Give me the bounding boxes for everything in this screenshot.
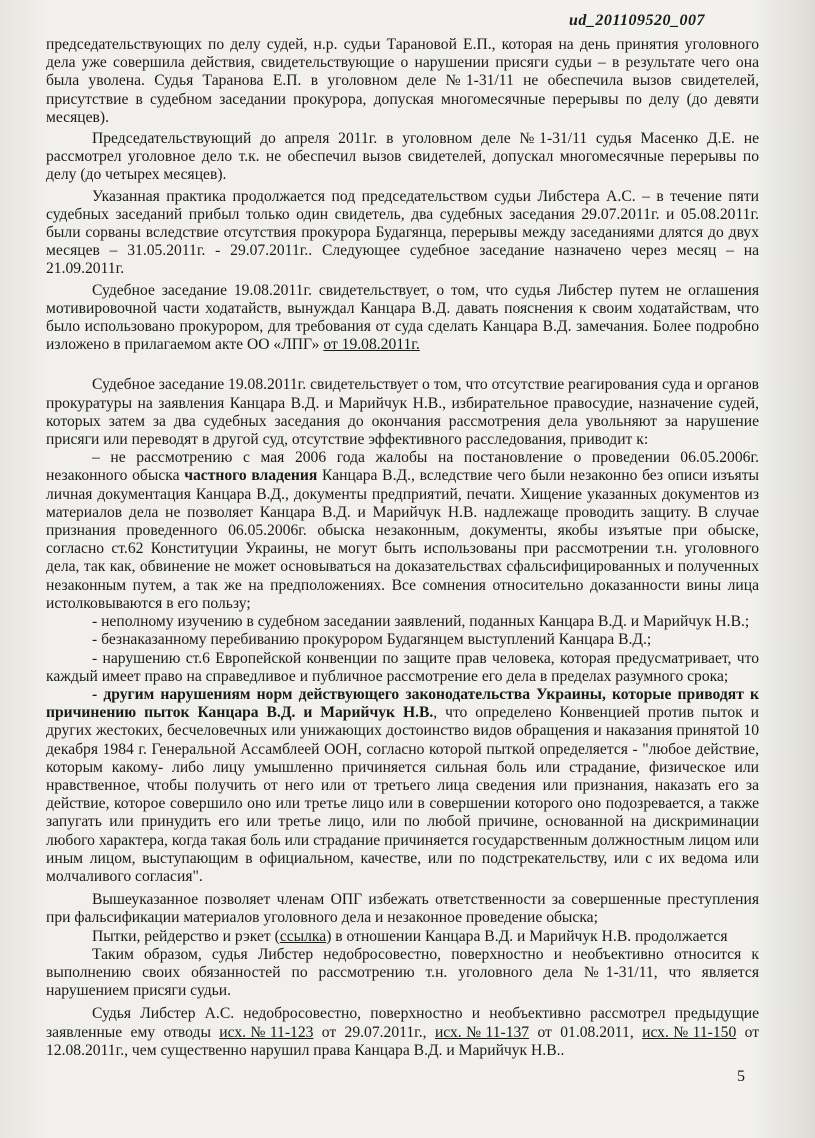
paragraph-10-text-d: от 12.08.2011г., чем существенно нарушил права Канцара В.Д. и Марийчук Н.В.. [46,1023,760,1059]
list-item-4-bold: - другим нарушениям норм действующего законодательства Украины, которые приводят к причинению пыток Канцара В.Д. и Марийчук Н.В. [46,685,759,722]
ref-link-11-123[interactable]: исх.№11-123 [219,1023,314,1041]
ref-link-11-150[interactable]: исх.№11-150 [642,1023,737,1041]
paragraph-5: Судебное заседание 19.08.2011г. свидетельствует о том, что отсутствие реагирования суда и органов прокуратуры на заявления Канцара В.Д. и Марийчук Н.В., избирательное правосудие, назначение судей, которых затем за два судебных заседания до окончания рассмотрения дела увольняют за нарушение присяги или переводят в другой суд, отсутствие эффективного расследования, приводит к: [46,376,759,449]
ref-link-11-137[interactable]: исх.№11-137 [434,1023,530,1041]
paragraph-4-text: Судебное заседание 19.08.2011г. свидетельствует, о том, что судья Либстер путем не оглашения мотивировочной части ходатайств, вынуждал Канцара В.Д. давать пояснения к своим ходатайствам, что было использовано прокурором, для требования от суда сделать Канцара В.Д. замечания. Более подробно изложено в прилагаемом акте ОО «ЛПГ» [46,281,759,354]
paragraph-4 [46,282,759,355]
document-body [46,36,759,1060]
page-number: 5 [737,1068,745,1085]
document-id: ud_201109520_007 [568,12,705,29]
paragraph-7: Вышеуказанное позволяет членам ОПГ избежать ответственности за совершенные преступления при фальсификации материалов уголовного дела и незаконное проведение обыска; [46,891,759,927]
list-item-3: - нарушению ст.6 Европейской конвенции по защите прав человека, которая предусматривает, что каждый имеет право на справедливое и публичное рассмотрение его дела в пределах разумного срока; [46,649,759,685]
paragraph-10-text-a: Судья Либстер А.С. недобросовестно, поверхностно и необъективно рассмотрел предыдущие заявленные ему отводы [46,1005,759,1041]
paragraph-6-text-b: Канцара В.Д., вследствие чего были незаконно без описи изъяты личная документация Канцара В.Д., документы предприятий, печати. Хищение указанных документов из материалов дела не позволяет Канцара В.Д. и Марийчук Н.В. надлежаще проводить защиту. В случае признания проведенного 06.05.2006г. обыска незаконным, документы, якобы изъятые при обыске, согласно ст.62 Конституции Украины, не могут быть использованы при рассмотрении т.н. уголовного дела, так как, обвинение не может основываться на доказательствах сфальсифицированных и полученных незаконным путем, а так же на предположениях. Все сомнения относительно доказанности вины лица истолковываются в его пользу; [46,467,759,612]
list-item-1: - неполному изучению в судебном заседании заявлений, поданных Канцара В.Д. и Марийчук Н.В.; [92,613,750,631]
act-link[interactable]: от 19.08.2011г. [323,336,420,354]
paragraph-6-bold: частного владения [184,467,318,485]
paragraph-3: Указанная практика продолжается под председательством судьи Либстера А.С. – в течение пяти судебных заседаний прибыл только один свидетель, два судебных заседания 29.07.2011г. и 05.08.2011г. были сорваны вследствие отсутствия прокурора Будагянца, перерывы между заседаниями длятся до двух месяцев – 31.05.2011г. - 29.07.2011г.. Следующее судебное заседание назначено через месяц – на 21.09.2011г. [46,187,759,278]
paragraph-8-text-b: ) в отношении Канцара В.Д. и Марийчук Н.В. продолжается [326,927,728,945]
list-item-4 [46,686,759,886]
reference-link[interactable]: ссылка [279,927,327,945]
paragraph-9: Таким образом, судья Либстер недобросовестно, поверхностно и необъективно относится к выполнению своих обязанностей по рассмотрению т.н. уголовного дела №1-31/11, что является нарушением присяги судьи. [46,945,759,1000]
paragraph-8-text-a: Пытки, рейдерство и рэкет ( [92,927,280,945]
paragraph-6-text-a: – не рассмотрению с мая 2006 года жалобы на постановление о проведении 06.05.2006г. незаконного обыска [46,449,759,485]
paragraph-8 [46,928,759,946]
paragraph-10-text-b: от 29.07.2011г., [313,1023,435,1041]
list-item-2: - безнаказанному перебиванию прокурором Будагянцем выступлений Канцара В.Д.; [92,631,652,649]
paragraph-10-text-c: от 01.08.2011, [529,1023,643,1041]
paragraph-1: председательствующих по делу судей, н.р. судьи Тарановой Е.П., которая на день принятия уголовного дела уже совершила действия, свидетельствующие о нарушении присяги судьи – в результате чего она была уволена. Судья Таранова Е.П. в уголовном деле №1-31/11 не обеспечила вызов свидетелей, присутствие в судебном заседании прокурора, допуская многомесячные перерывы по делу (до девяти месяцев). [46,36,759,126]
paragraph-10 [46,1005,759,1060]
list-item-4-text: , что определено Конвенцией против пыток и других жестоких, бесчеловечных или унижающих достоинство видов обращения и наказания принятой 10 декабря 1984 г. Генеральной Ассамблеей ООН, согласно которой пыткой определяется - "любое действие, которым какому- либо лицу умышленно причиняется сильная боль или страдание, физическое или нравственное, чтобы получить от него или от третьего лица сведения или признания, наказать его за действие, которое совершило оно или третье лицо или в совершении которого оно подозревается, а также запугать или принудить его или третье лицо, или по любой причине, основанной на дискриминации любого характера, когда такая боль или страдание причиняется государственным должностным лицом или иным лицом, выступающим в официальном, качестве, или по подстрекательству, или с их ведома или молчаливого согласия". [46,704,760,885]
paragraph-2: Председательствующий до апреля 2011г. в уголовном деле №1-31/11 судья Масенко Д.Е. не рассмотрел уголовное дело т.к. не обеспечил вызов свидетелей, допускал многомесячные перерывы по делу (до четырех месяцев). [46,130,759,184]
paragraph-6 [46,449,759,613]
